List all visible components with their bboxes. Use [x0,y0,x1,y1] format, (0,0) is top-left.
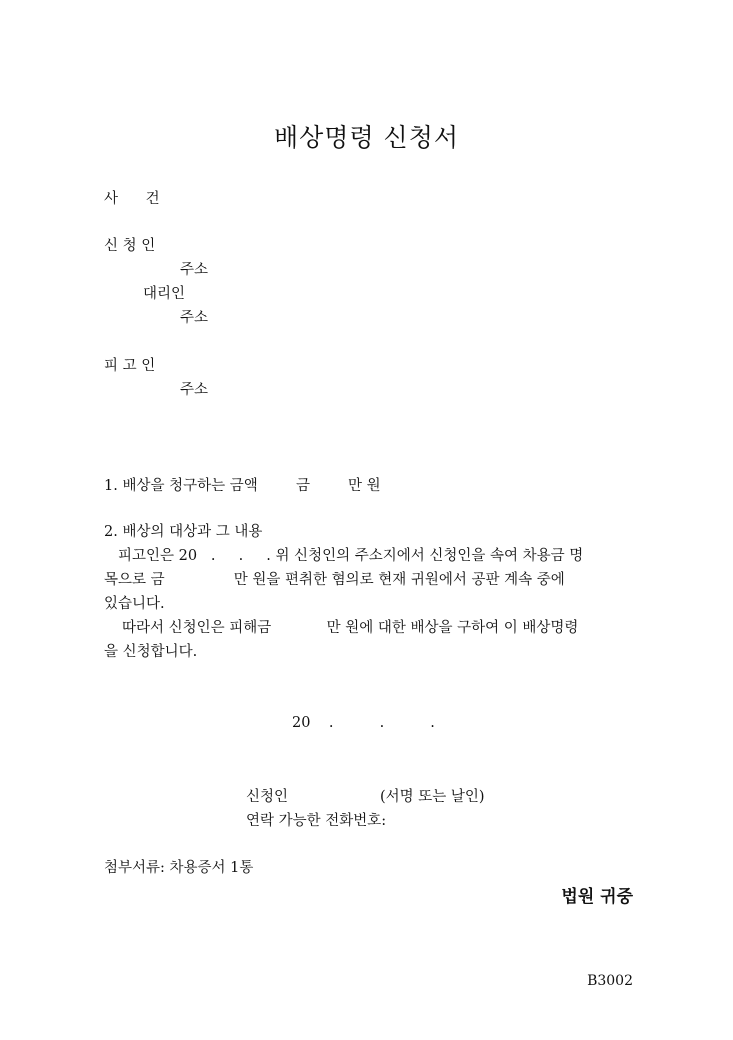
date-line: 20 . . . [292,715,435,731]
signature-note: (서명 또는 날인) [380,789,485,805]
content-line-5: 을 신청합니다. [104,644,198,660]
case-label: 사 건 [104,191,160,207]
document-title: 배상명령 신청서 [274,123,459,152]
applicant-label: 신 청 인 [104,238,156,254]
claim-amount-label: 1. 배상을 청구하는 금액 [104,478,258,494]
defendant-address-label: 주소 [180,382,209,398]
content-line-3: 있습니다. [104,596,165,612]
form-code: B3002 [587,973,633,989]
court-addressee: 법원 귀중 [561,887,633,907]
attachment-text: 첨부서류: 차용증서 1통 [104,860,254,876]
agent-label: 대리인 [143,286,186,302]
agent-address-label: 주소 [180,310,209,326]
phone-label: 연락 가능한 전화번호: [246,813,387,829]
signature-applicant-label: 신청인 [246,789,289,805]
content-line-2: 목으로 금 만 원을 편취한 혐의로 현재 귀원에서 공판 계속 중에 [104,572,565,588]
claim-amount-unit: 만 원 [348,478,381,494]
applicant-address-label: 주소 [180,262,209,278]
content-line-4: 따라서 신청인은 피해금 만 원에 대한 배상을 구하여 이 배상명령 [122,620,579,636]
claim-amount-prefix: 금 [296,478,311,494]
section2-heading: 2. 배상의 대상과 그 내용 [104,524,263,540]
content-line-1: 피고인은 20 . . . 위 신청인의 주소지에서 신청인을 속여 차용금 명 [118,548,584,564]
defendant-label: 피 고 인 [104,358,156,374]
